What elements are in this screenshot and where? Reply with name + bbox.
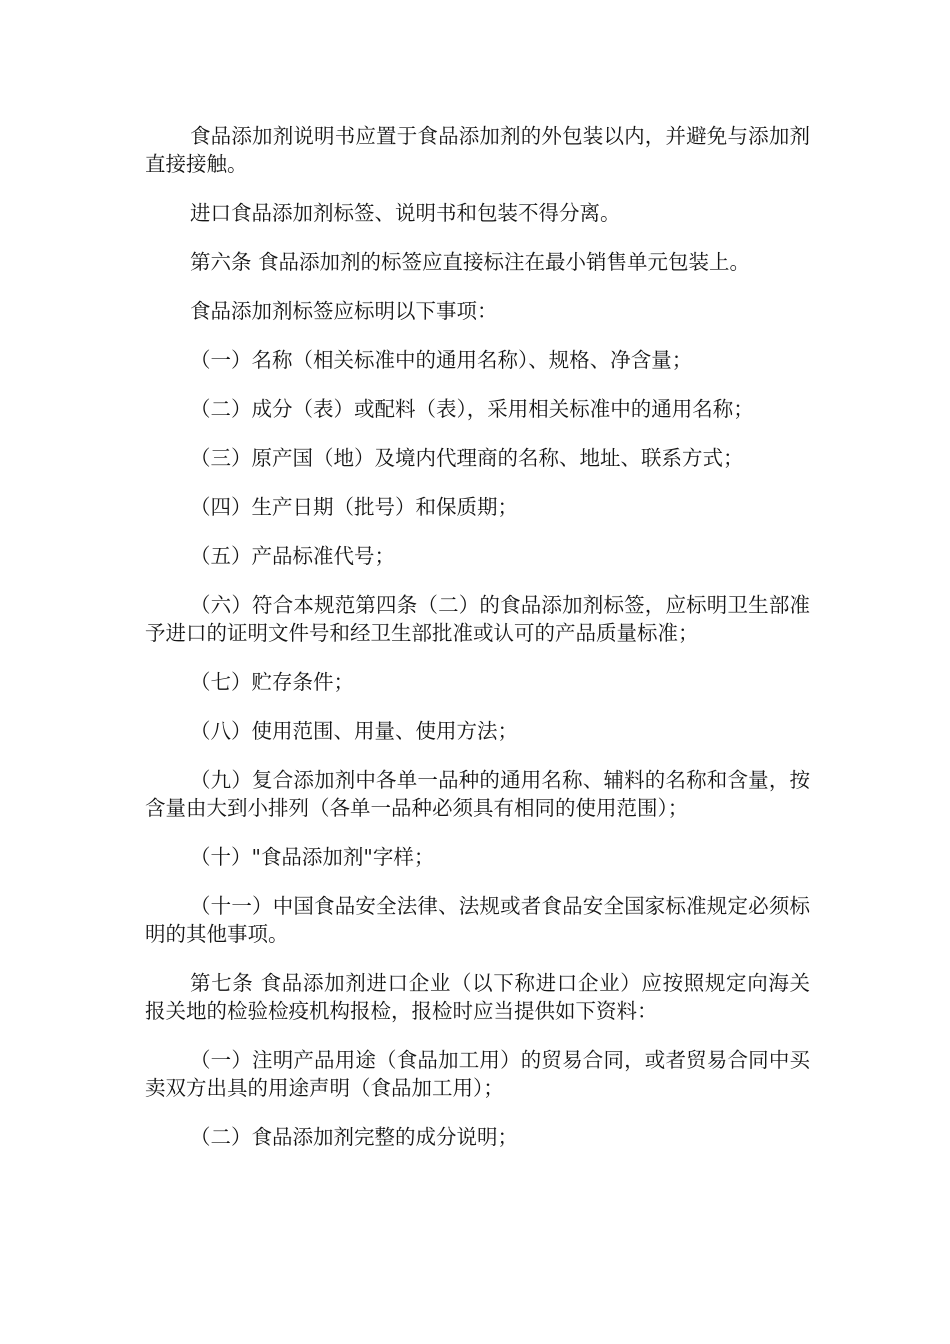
list-item-9: （九）复合添加剂中各单一品种的通用名称、辅料的名称和含量，按含量由大到小排列（各单一品种必须具有相同的使用范围）；	[145, 768, 810, 820]
list-item-3: （三）原产国（地）及境内代理商的名称、地址、联系方式；	[190, 446, 744, 470]
document-body	[145, 122, 810, 1172]
list-item-6: （六）符合本规范第四条（二）的食品添加剂标签，应标明卫生部准予进口的证明文件号和经卫生部批准或认可的产品质量标准；	[145, 593, 810, 645]
paragraph-no-separation: 进口食品添加剂标签、说明书和包装不得分离。	[190, 201, 621, 225]
list-item-10: （十）"食品添加剂"字样；	[190, 845, 435, 869]
list-item-8: （八）使用范围、用量、使用方法；	[190, 719, 518, 743]
paragraph-article-7: 第七条 食品添加剂进口企业（以下称进口企业）应按照规定向海关报关地的检验检疫机构报检，报检时应当提供如下资料：	[145, 971, 810, 1023]
list-item-5: （五）产品标准代号；	[190, 544, 395, 568]
list-item-11: （十一）中国食品安全法律、法规或者食品安全国家标准规定必须标明的其他事项。	[145, 894, 810, 946]
article-7-item-1: （一）注明产品用途（食品加工用）的贸易合同，或者贸易合同中买卖双方出具的用途声明（食品加工用）；	[145, 1048, 810, 1100]
list-item-1: （一）名称（相关标准中的通用名称）、规格、净含量；	[190, 348, 693, 372]
paragraph-label-items-intro: 食品添加剂标签应标明以下事项：	[190, 299, 498, 323]
paragraph-article-6: 第六条 食品添加剂的标签应直接标注在最小销售单元包装上。	[190, 250, 751, 274]
paragraph-instructions-packaging: 食品添加剂说明书应置于食品添加剂的外包装以内，并避免与添加剂直接接触。	[145, 124, 810, 176]
list-item-7: （七）贮存条件；	[190, 670, 354, 694]
list-item-4: （四）生产日期（批号）和保质期；	[190, 495, 518, 519]
list-item-2: （二）成分（表）或配料（表），采用相关标准中的通用名称；	[190, 397, 754, 421]
article-7-item-2: （二）食品添加剂完整的成分说明；	[190, 1125, 518, 1149]
